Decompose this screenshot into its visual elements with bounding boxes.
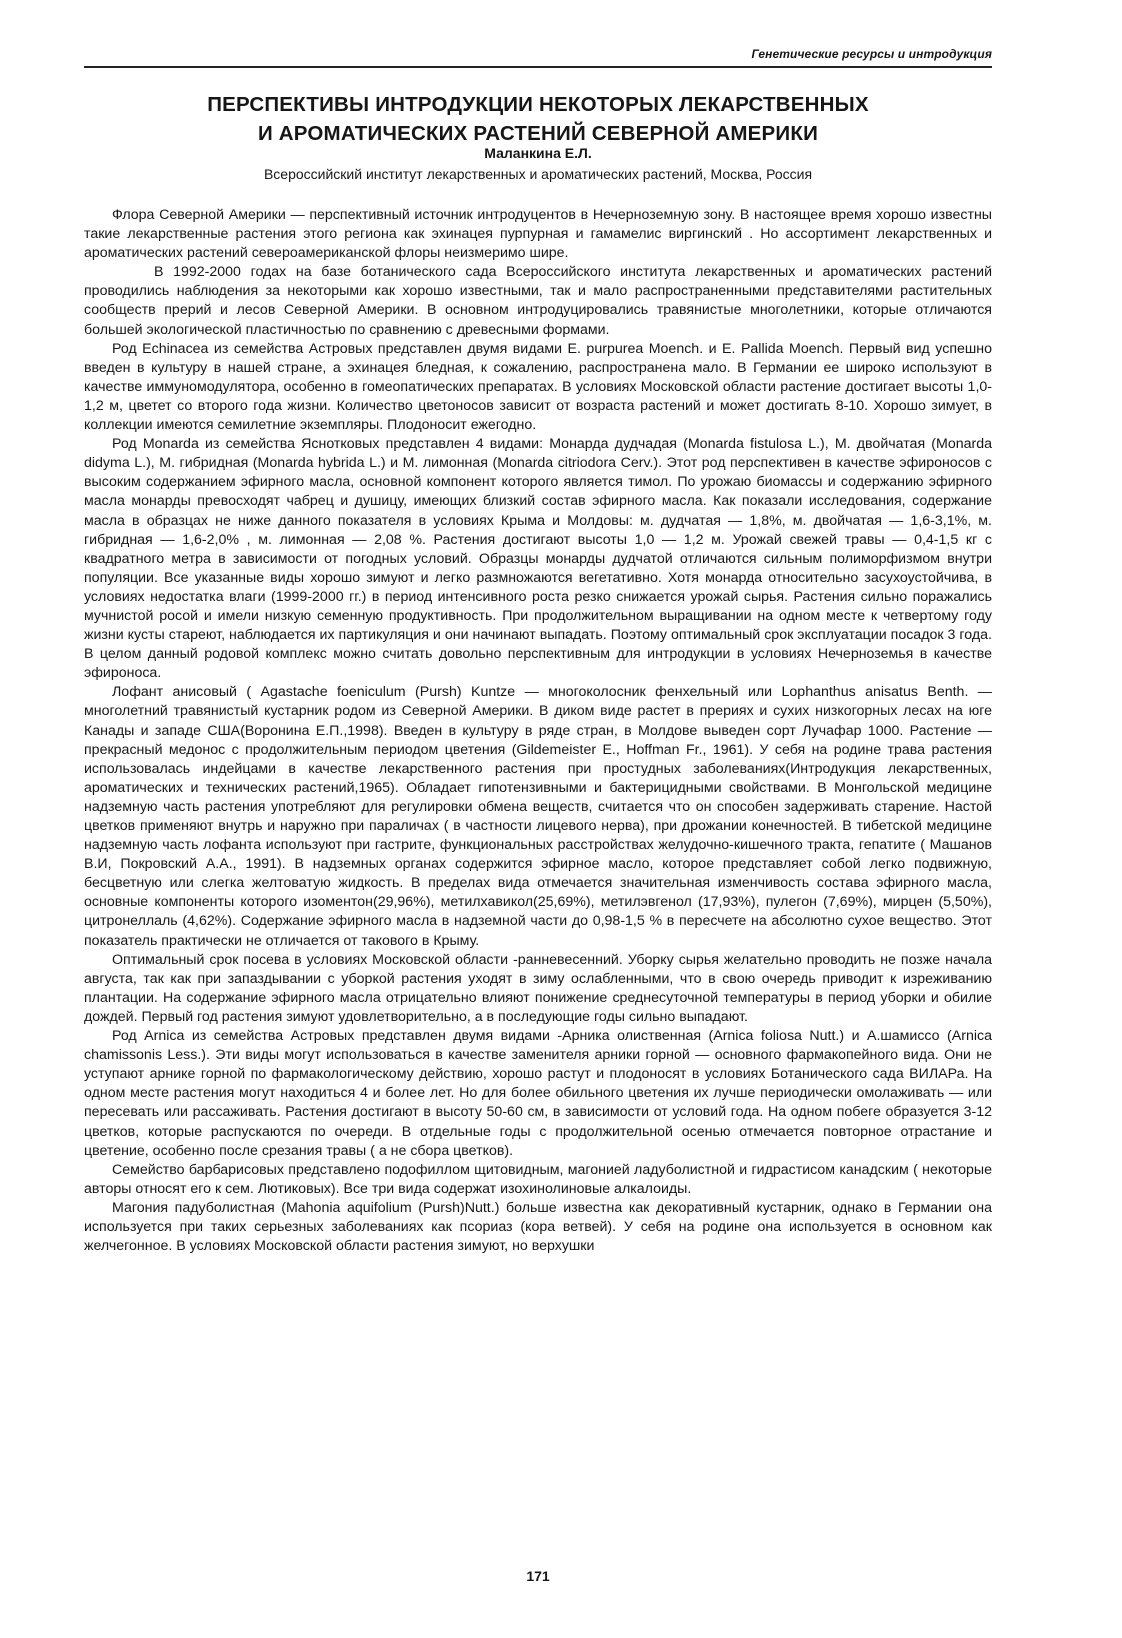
paragraph: Флора Северной Америки — перспективный источник интродуцентов в Нечерноземную зону. В настоящее время хорошо известны такие лекарственные растения этого региона как эхинацея пурпурная и гамамелис виргинский . Но ассортимент лекарственных и ароматических растений североамериканской флоры неизмеримо шире. xyxy=(84,207,992,262)
paragraph: В 1992-2000 годах на базе ботанического сада Всероссийского института лекарственных и ароматических растений проводились наблюдения за некоторыми как хорошо известными, так и мало распространенными представителями растительных сообществ прерий и лесов Северной Америки. В основном интродуцировались травянистые многолетники, которые отличаются большей экологической пластичностью по сравнению с древесными формами. xyxy=(84,264,992,338)
page-number: 171 xyxy=(526,1568,550,1584)
paragraph: Лофант анисовый ( Agastache foeniculum (Pursh) Kuntze — многоколосник фенхельный или Lophanthus anisatus Benth. — многолетний травянистый кустарник родом из Северной Америки. В диком виде растет в прериях и сухих низкогорных лесах на юге Канады и западе США(Воронина Е.П.,1998). Введен в культуру в ряде стран, в Молдове выведен сорт Лучафар 1000. Растение — прекрасный медонос с продолжительным периодом цветения (Gildemeister E., Hoffman Fr., 1961). У себя на родине трава растения использовалась индейцами в качестве лекарственного растения при простудных заболеваниях(Интродукция лекарственных, ароматических и технических растений,1965). Обладает гипотензивными и бактерицидными свойствами. В Монгольской медицине надземную часть растения употребляют для регулировки обмена веществ, считается что он способен задерживать старение. Настой цветков применяют внутрь и наружно при параличах ( в частности лицевого нерва), при дрожании конечностей. В тибетской медицине надземную часть лофанта используют при гастрите, функциональных расстройствах желудочно-кишечного тракта, гепатите ( Машанов В.И, Покровский А.А., 1991). В надземных органах содержится эфирное масло, которое представляет собой легко подвижную, бесцветную или слегка желтоватую жидкость. В пределах вида отмечается значительная изменчивость состава эфирного масла, основные компоненты которого изоментон(29,96%), метилхавикол(25,69%), метилэвгенол (17,93%), пулегон (7,69%), мирцен (5,50%), цитронеллаль (4,62%). Содержание эфирного масла в надземной части до 0,98-1,5 % в пересчете на абсолютно сухое вещество. Этот показатель практически не отличается от такового в Крыму. xyxy=(84,684,992,949)
affiliation: Всероссийский институт лекарственных и ароматических растений, Москва, Россия xyxy=(263,166,813,182)
paragraph: Род Echinacea из семейства Астровых представлен двумя видами E. purpurea Moench. и E. Pallida Moench. Первый вид успешно введен в культуру в нашей стране, а эхинацея бледная, к сожалению, распространена мало. В Германии ее широко используют в качестве иммуномодулятора, особенно в гомеопатических препаратах. В условиях Московской области растение достигает высоты 1,0-1,2 м, цветет со второго года жизни. Количество цветоносов зависит от возраста растений и может достигать 8-10. Хорошо зимует, в коллекции имеются семилетние экземпляры. Плодоносит ежегодно. xyxy=(84,340,992,434)
article-title xyxy=(84,90,992,148)
article-body xyxy=(84,206,992,1256)
running-head: Генетические ресурсы и интродукция xyxy=(751,47,992,61)
paragraph: Род Arnica из семейства Астровых представлен двумя видами -Арника олиственная (Arnica foliosa Nutt.) и А.шамиссо (Arnica chamissonis Less.). Эти виды могут использоваться в качестве заменителя арники горной — основного фармакопейного вида. Они не уступают арнике горной по фармакологическому действию, хорошо растут и плодоносят в условиях Ботанического сада ВИЛАРа. На одном месте растения могут находиться 4 и более лет. Но для более обильного цветения их лучше периодически омолаживать — или пересевать или рассаживать. Растения достигают в высоту 50-60 см, в зависимости от условий года. На одном побеге образуется 3-12 цветков, которые распускаются по очереди. В отдельные годы с продолжительной осенью отмечается повторное отрастание и цветение, особенно после срезания травы ( а не сбора цветков). xyxy=(84,1028,992,1159)
title-line-1: ПЕРСПЕКТИВЫ ИНТРОДУКЦИИ НЕКОТОРЫХ ЛЕКАРСТВЕННЫХ xyxy=(207,93,869,116)
journal-page xyxy=(84,0,992,1638)
paragraph: Семейство барбарисовых представлено подофиллом щитовидным, магонией ладуболистной и гидрастисом канадским ( некоторые авторы относят его к сем. Лютиковых). Все три вида содержат изохинолиновые алкалоиды. xyxy=(84,1161,992,1197)
title-line-2: И АРОМАТИЧЕСКИХ РАСТЕНИЙ СЕВЕРНОЙ АМЕРИКИ xyxy=(257,122,819,145)
author: Маланкина Е.Л. xyxy=(484,145,592,161)
header-rule xyxy=(84,66,992,68)
paragraph: Магония падуболистная (Mahonia aquifolium (Pursh)Nutt.) больше известна как декоративный кустарник, однако в Германии она используется при таких серьезных заболеваниях как псориаз (кора ветвей). У себя на родине она используется в основном как желчегонное. В условиях Московской области растения зимуют, но верхушки xyxy=(84,1199,992,1255)
paragraph: Оптимальный срок посева в условиях Московской области -ранневесенний. Уборку сырья желательно проводить не позже начала августа, так как при запаздывании с уборкой растения уходят в зиму ослабленными, что в свою очередь приводит к изреживанию плантации. На содержание эфирного масла отрицательно влияют понижение среднесуточной температуры в период уборки и обилие дождей. Первый год растения зимуют удовлетворительно, а в последующие годы сильно выпадают. xyxy=(84,951,992,1025)
paragraph: Род Monarda из семейства Яснотковых представлен 4 видами: Монарда дудчадая (Monarda fistulosa L.), М. двойчатая (Monarda didyma L.), М. гибридная (Monarda hybrida L.) и М. лимонная (Monarda citriodora Cerv.). Этот род перспективен в качестве эфироносов с высоким содержанием эфирного масла, основной компонент которого является тимол. По урожаю биомассы и содержанию эфирного масла монарды превосходят чабрец и душицу, имеющих близкий состав эфирного масла. Как показали исследования, содержание масла в образцах не ниже данного показателя в условиях Крыма и Молдовы: м. дудчатая — 1,8%, м. двойчатая — 1,6-3,1%, м. гибридная — 1,6-2,0% , м. лимонная — 2,08 %. Растения достигают высоты 1,0 — 1,2 м. Урожай свежей травы — 0,4-1,5 кг с квадратного метра в зависимости от погодных условий. Образцы монарды дудчатой отличаются сильным полиморфизмом внутри популяции. Все указанные виды хорошо зимуют и легко размножаются вегетативно. Хотя монарда относительно засухоустойчива, в условиях недостатка влаги (1999-2000 гг.) в период интенсивного роста резко снижается урожай сырья. Растения сильно поражались мучнистой росой и имели низкую семенную продуктивность. При продолжительном выращивании на одном месте к четвертому году жизни кусты стареют, наблюдается их партикуляция и они начинают выпадать. Поэтому оптимальный срок эксплуатации посадок 3 года. В целом данный родовой комплекс можно считать довольно перспективным для интродукции в условиях Нечерноземья в качестве эфироноса. xyxy=(84,436,992,682)
